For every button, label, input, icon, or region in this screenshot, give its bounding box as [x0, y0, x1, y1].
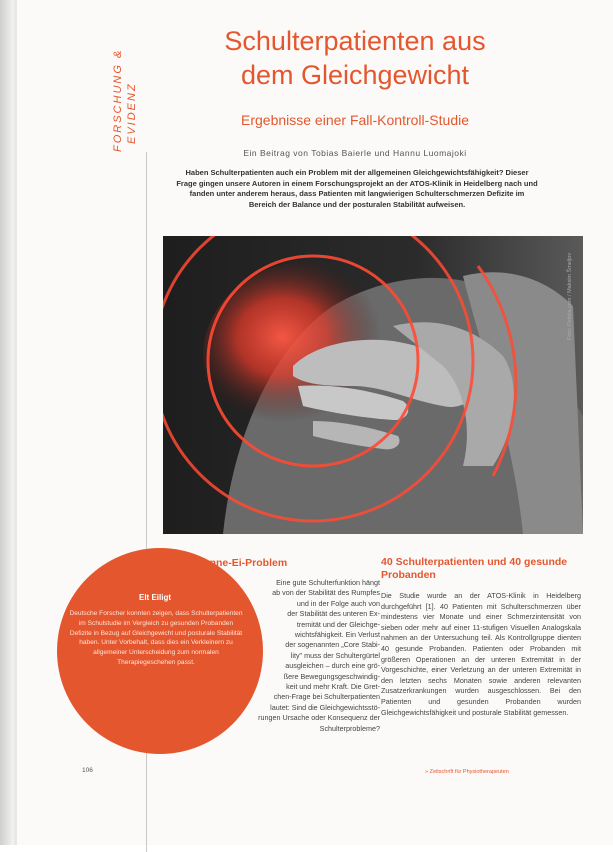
article-byline: Ein Beitrag von Tobias Baierle und Hannu Luomajoki: [243, 148, 467, 158]
shoulder-photo: [163, 236, 583, 534]
left-column-line: der sogenannten „Core Stabi-: [285, 640, 380, 650]
left-column-line: chen-Frage bei Schulterpatienten: [273, 692, 380, 702]
left-column-line: keit und mehr Kraft. Die Gret-: [286, 682, 380, 692]
callout-title: Elt Eiligt: [139, 593, 171, 602]
section-label-line2: EVIDENZ: [126, 82, 138, 144]
left-column-text: [168, 578, 380, 734]
left-column-heading: Das Henne-Ei-Problem: [174, 557, 288, 569]
photo-credit: Foto: Fotolia.com / Maksim Šmeljov: [567, 252, 573, 340]
left-column-line: tremität und der Gleichge-: [296, 619, 380, 629]
left-column-line: lity" muss der Schultergürtel: [290, 650, 380, 660]
left-column-line: ausgleichen – durch eine grö-: [285, 661, 380, 671]
left-column-line: lautet: Sind die Gleichgewichtsstö-: [270, 702, 380, 712]
left-column-line: wichtsfähigkeit. Ein Verlust: [294, 630, 380, 640]
right-column-heading: 40 Schulterpatienten und 40 gesunde Probanden: [381, 556, 568, 581]
arrow-right-icon: »: [425, 769, 429, 775]
article-subtitle: Ergebnisse einer Fall-Kontroll-Studie: [241, 112, 469, 128]
left-column-line: rungen Ursache oder Konsequenz der: [258, 713, 380, 723]
left-column-line: ßere Bewegungsgeschwindig-: [283, 671, 380, 681]
left-column-line: und in der Folge auch von: [296, 598, 380, 608]
binding-shadow: [0, 0, 14, 845]
shoulder-illustration: [163, 236, 583, 534]
left-column-line: Schulterprobleme?: [319, 723, 380, 733]
callout-text: Deutsche Forscher konnten zeigen, dass Schulterpatienten im Schulstudie im Vergleich zu gesunden Probanden Defizite in Bezug auf Gleichgewicht und posturale Stabilität haben. Unter Vorbehalt, dass dies ein Verkleinern zu allgemeiner Unterscheidung zum normalen Therapiegeschehen passt.: [69, 610, 243, 666]
section-label-line1: FORSCHUNG &: [112, 48, 124, 152]
left-column-line: der Stabilität des unteren Ex-: [287, 609, 380, 619]
article-intro: Haben Schulterpatienten auch ein Problem mit der allgemeinen Gleichgewichtsfähigkeit? Dieser Frage gingen unsere Autoren in einem Forschungsprojekt an der ATOS-Klinik in Heidelberg nach und fanden unter anderem heraus, dass Patienten mit langwierigen Schulterschmerzen Defizite im Bereich der Balance und der posturalen Stabilität aufweisen.: [176, 168, 538, 209]
left-column-line: Eine gute Schulterfunktion hängt: [276, 578, 380, 587]
binding-edge: [14, 0, 17, 845]
left-column-line: ab von der Stabilität des Rumpfes: [272, 588, 380, 598]
journal-name: Zeitschrift für Physiotherapeuten: [429, 769, 509, 775]
article-title: Schulterpatienten aus dem Gleichgewicht: [224, 26, 486, 90]
page-number: 106: [82, 767, 93, 774]
section-label: [112, 24, 152, 154]
journal-footer: [425, 769, 509, 775]
right-column-text: Die Studie wurde an der ATOS-Klinik in Heidelberg durchgeführt [1]. 40 Patienten mit Schulterschmerzen über mindestens vier Monate und einer Schmerzintensität von sieben oder mehr auf einer 11-stufigen Visuellen Analogskala nahmen an der Untersuchung teil. Als Kontrollgruppe dienten 40 gesunde Probanden. Patienten oder Probanden mit größeren Operationen an der unteren Extremität in der Vorgeschichte, einer Verletzung an der unteren Extremität in den letzten sechs Monaten sowie anderen relevanten Zusatzerkrankungen wurden ausgeschlossen. Bei den Patienten und gesunden Probanden wurden Gleichgewichtsfähigkeit und posturale Stabilität gemessen.: [381, 591, 581, 717]
